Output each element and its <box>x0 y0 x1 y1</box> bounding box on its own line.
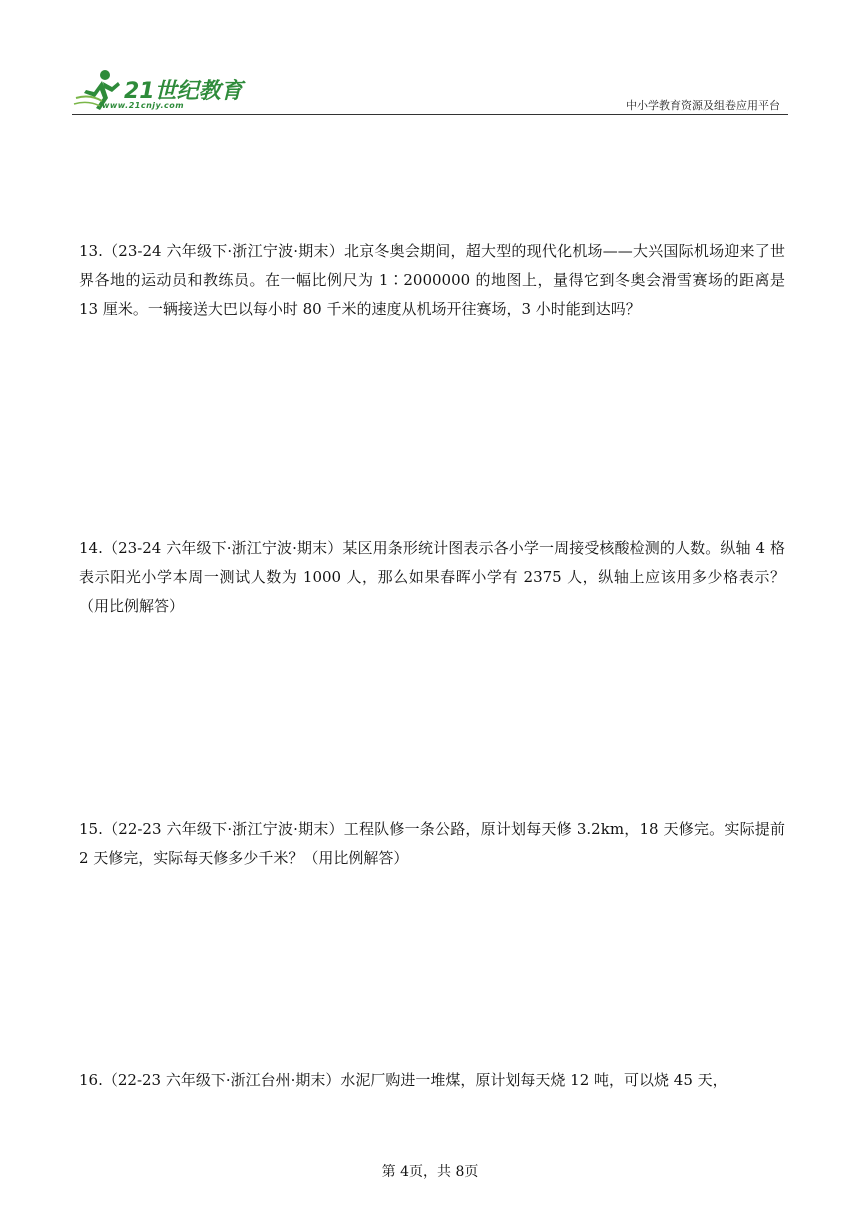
question-14: 14.（23-24 六年级下·浙江宁波·期末）某区用条形统计图表示各小学一周接受核酸检测的人数。纵轴 4 格表示阳光小学本周一测试人数为 1000 人，那么如果春晖小学有 2375 人，纵轴上应该用多少格表示？（用比例解答） <box>79 539 785 615</box>
logo-url: www.21cnjy.com <box>102 101 185 110</box>
question-16: 16.（22-23 六年级下·浙江台州·期末）水泥厂购进一堆煤，原计划每天烧 12 吨，可以烧 45 天， <box>79 1071 728 1089</box>
header-divider <box>72 114 788 115</box>
platform-title: 中小学教育资源及组卷应用平台 <box>626 99 780 112</box>
logo-text: 21世纪教育 <box>124 79 243 104</box>
question-13: 13.（23-24 六年级下·浙江宁波·期末）北京冬奥会期间，超大型的现代化机场——大兴国际机场迎来了世界各地的运动员和教练员。在一幅比例尺为 1∶2000000 的地图上，量得它到冬奥会滑雪赛场的距离是 13 厘米。一辆接送大巴以每小时 80 千米的速度从机场开往赛场，3 小时能到达吗？ <box>79 242 785 318</box>
page-number: 第 4页，共 8页 <box>381 1164 479 1180</box>
page-header <box>72 68 788 116</box>
logo <box>72 68 247 114</box>
question-15: 15.（22-23 六年级下·浙江宁波·期末）工程队修一条公路，原计划每天修 3.2km，18 天修完。实际提前 2 天修完，实际每天修多少千米？（用比例解答） <box>79 820 785 867</box>
